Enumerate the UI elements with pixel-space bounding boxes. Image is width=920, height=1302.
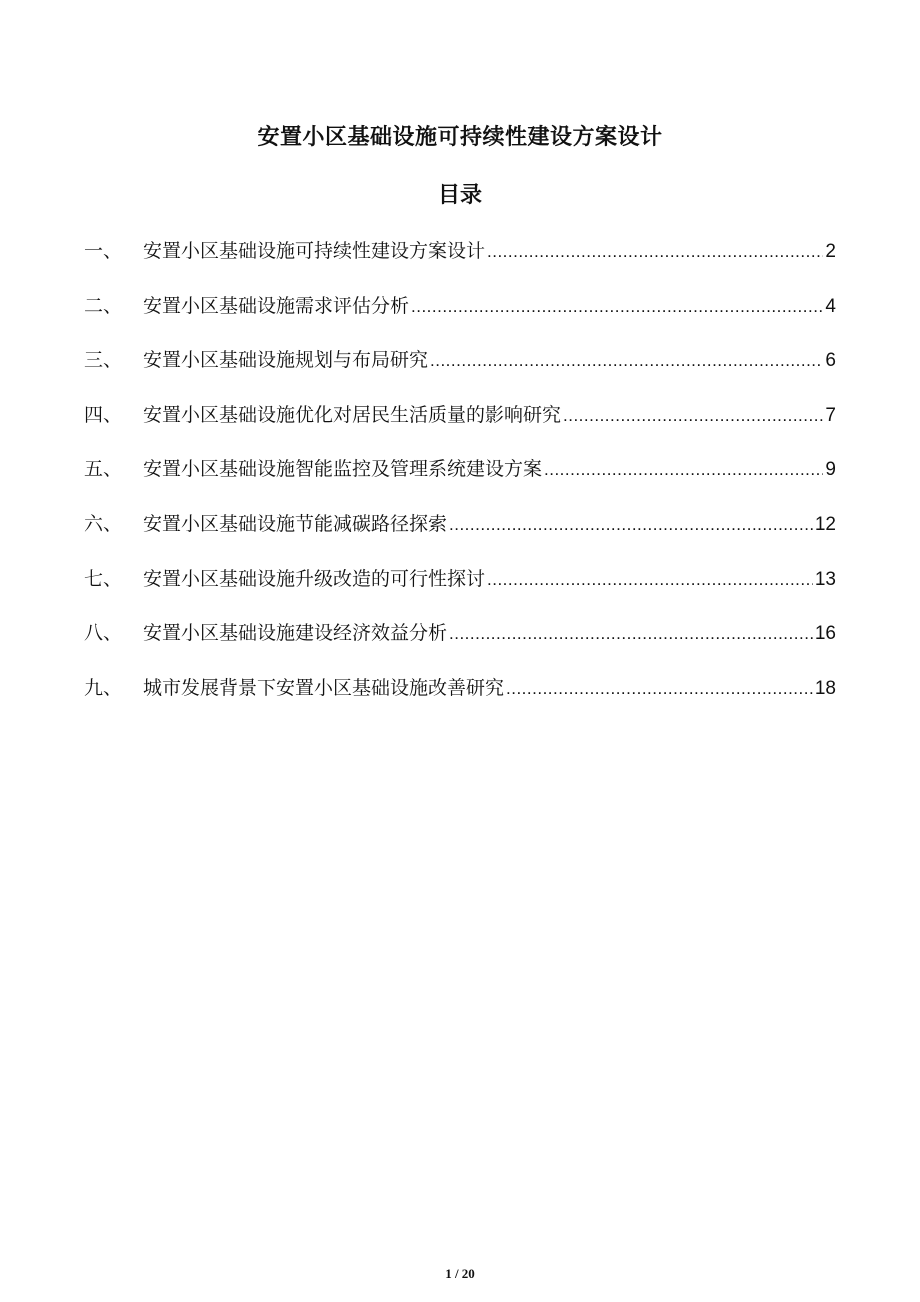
toc-dot-leader <box>563 398 823 434</box>
toc-entry-title[interactable]: 安置小区基础设施升级改造的可行性探讨 <box>143 567 486 590</box>
toc-dot-leader <box>449 507 813 543</box>
toc-entry-number: 七、 <box>84 567 123 590</box>
toc-entry-page: 12 <box>814 513 836 535</box>
toc-entry-number: 三、 <box>84 349 123 372</box>
toc-entry-title[interactable]: 安置小区基础设施规划与布局研究 <box>143 349 429 372</box>
toc-entry-number: 八、 <box>84 622 123 645</box>
toc-entry-page: 2 <box>825 241 836 262</box>
toc-dot-leader <box>487 562 813 598</box>
toc-entry-title[interactable]: 安置小区基础设施优化对居民生活质量的影响研究 <box>143 403 562 426</box>
toc-entry-page: 13 <box>814 568 836 590</box>
toc-entry-title[interactable]: 安置小区基础设施节能减碳路径探索 <box>143 512 448 535</box>
toc-entry-number: 六、 <box>84 512 123 535</box>
toc-entry[interactable] <box>84 615 836 670</box>
toc-entry-page: 4 <box>825 295 836 317</box>
page-number-footer: 1 / 20 <box>445 1266 475 1281</box>
toc-entry-page: 18 <box>814 677 836 699</box>
toc-entry-title[interactable]: 安置小区基础设施可持续性建设方案设计 <box>143 240 486 262</box>
toc-heading: 目录 <box>437 183 482 208</box>
toc-entry-page: 9 <box>825 459 836 481</box>
toc-entry-page: 16 <box>814 623 836 645</box>
toc-entry[interactable] <box>84 397 836 452</box>
toc-dot-leader <box>487 234 823 270</box>
toc-entry-number: 二、 <box>84 294 123 317</box>
toc-dot-leader <box>430 343 823 379</box>
toc-entry-page: 7 <box>825 404 836 426</box>
toc-entry-title[interactable]: 城市发展背景下安置小区基础设施改善研究 <box>143 676 505 699</box>
document-title: 安置小区基础设施可持续性建设方案设计 <box>257 125 663 150</box>
toc-dot-leader <box>411 289 823 325</box>
toc-entry-title[interactable]: 安置小区基础设施需求评估分析 <box>143 294 410 317</box>
toc-dot-leader <box>506 671 813 707</box>
toc-entry-number: 一、 <box>84 240 123 262</box>
toc-entry-number: 九、 <box>84 676 123 699</box>
toc-entry-number: 五、 <box>84 458 123 481</box>
toc-dot-leader <box>544 452 823 488</box>
toc-entry-title[interactable]: 安置小区基础设施智能监控及管理系统建设方案 <box>143 458 543 481</box>
toc-entry-number: 四、 <box>84 403 123 426</box>
toc-entry[interactable] <box>84 233 836 288</box>
table-of-contents <box>84 233 836 724</box>
toc-dot-leader <box>449 616 813 652</box>
toc-entry[interactable] <box>84 342 836 397</box>
toc-entry[interactable] <box>84 451 836 506</box>
toc-entry[interactable] <box>84 561 836 616</box>
toc-entry-title[interactable]: 安置小区基础设施建设经济效益分析 <box>143 622 448 645</box>
toc-entry[interactable] <box>84 506 836 561</box>
toc-entry[interactable] <box>84 670 836 725</box>
toc-entry[interactable] <box>84 288 836 343</box>
toc-entry-page: 6 <box>825 350 836 372</box>
